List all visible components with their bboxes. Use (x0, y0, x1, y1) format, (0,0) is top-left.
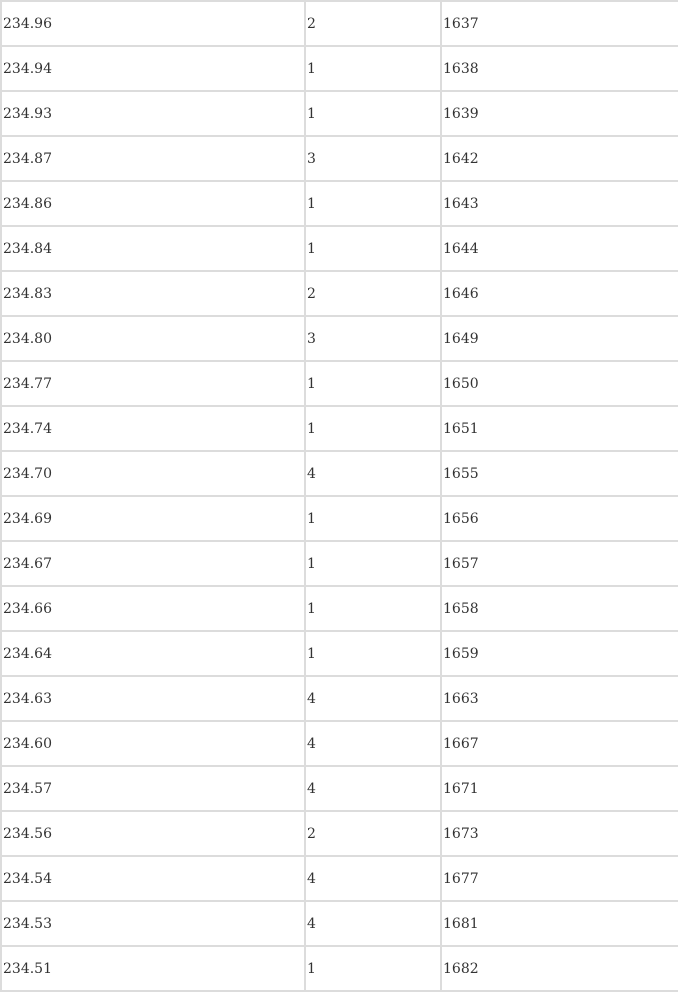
cumulative-cell: 1638 (441, 46, 678, 91)
count-cell: 1 (305, 631, 441, 676)
score-cell: 234.96 (1, 1, 305, 46)
table-body (1, 1, 678, 991)
score-cell: 234.87 (1, 136, 305, 181)
score-cell: 234.53 (1, 901, 305, 946)
count-cell: 3 (305, 316, 441, 361)
cumulative-cell: 1657 (441, 541, 678, 586)
count-cell: 1 (305, 496, 441, 541)
score-cell: 234.80 (1, 316, 305, 361)
cumulative-cell: 1663 (441, 676, 678, 721)
table-row (1, 496, 678, 541)
score-cell: 234.54 (1, 856, 305, 901)
score-cell: 234.66 (1, 586, 305, 631)
table-row (1, 1, 678, 46)
count-cell: 1 (305, 226, 441, 271)
cumulative-cell: 1682 (441, 946, 678, 991)
count-cell: 4 (305, 901, 441, 946)
table-row (1, 316, 678, 361)
count-cell: 3 (305, 136, 441, 181)
table-row (1, 856, 678, 901)
cumulative-cell: 1658 (441, 586, 678, 631)
count-cell: 1 (305, 361, 441, 406)
count-cell: 2 (305, 811, 441, 856)
table-row (1, 676, 678, 721)
count-cell: 1 (305, 406, 441, 451)
table-row (1, 946, 678, 991)
count-cell: 1 (305, 91, 441, 136)
score-cell: 234.67 (1, 541, 305, 586)
count-cell: 1 (305, 181, 441, 226)
table-row (1, 181, 678, 226)
count-cell: 4 (305, 856, 441, 901)
cumulative-cell: 1677 (441, 856, 678, 901)
count-cell: 1 (305, 586, 441, 631)
cumulative-cell: 1659 (441, 631, 678, 676)
table-row (1, 361, 678, 406)
table-row (1, 46, 678, 91)
score-cell: 234.86 (1, 181, 305, 226)
cumulative-cell: 1681 (441, 901, 678, 946)
table-row (1, 91, 678, 136)
cumulative-cell: 1650 (441, 361, 678, 406)
table-row (1, 901, 678, 946)
table-row (1, 811, 678, 856)
cumulative-cell: 1671 (441, 766, 678, 811)
count-cell: 2 (305, 271, 441, 316)
score-cell: 234.51 (1, 946, 305, 991)
cumulative-cell: 1642 (441, 136, 678, 181)
score-cell: 234.69 (1, 496, 305, 541)
score-cell: 234.57 (1, 766, 305, 811)
table-row (1, 541, 678, 586)
count-cell: 4 (305, 721, 441, 766)
table-row (1, 766, 678, 811)
table-row (1, 586, 678, 631)
count-cell: 4 (305, 766, 441, 811)
count-cell: 1 (305, 541, 441, 586)
cumulative-cell: 1637 (441, 1, 678, 46)
table-row (1, 631, 678, 676)
table-row (1, 226, 678, 271)
cumulative-cell: 1673 (441, 811, 678, 856)
count-cell: 1 (305, 46, 441, 91)
score-cell: 234.64 (1, 631, 305, 676)
cumulative-cell: 1667 (441, 721, 678, 766)
table-row (1, 271, 678, 316)
score-cell: 234.77 (1, 361, 305, 406)
table-row (1, 136, 678, 181)
cumulative-cell: 1639 (441, 91, 678, 136)
score-cell: 234.83 (1, 271, 305, 316)
cumulative-cell: 1656 (441, 496, 678, 541)
count-cell: 4 (305, 451, 441, 496)
table-row (1, 451, 678, 496)
table-row (1, 721, 678, 766)
score-cell: 234.70 (1, 451, 305, 496)
score-cell: 234.60 (1, 721, 305, 766)
count-cell: 1 (305, 946, 441, 991)
score-cell: 234.74 (1, 406, 305, 451)
cumulative-cell: 1651 (441, 406, 678, 451)
cumulative-cell: 1644 (441, 226, 678, 271)
cumulative-cell: 1643 (441, 181, 678, 226)
score-cell: 234.63 (1, 676, 305, 721)
score-cell: 234.84 (1, 226, 305, 271)
count-cell: 4 (305, 676, 441, 721)
score-cell: 234.93 (1, 91, 305, 136)
cumulative-cell: 1655 (441, 451, 678, 496)
cumulative-cell: 1646 (441, 271, 678, 316)
score-cell: 234.56 (1, 811, 305, 856)
count-cell: 2 (305, 1, 441, 46)
table-row (1, 406, 678, 451)
score-cell: 234.94 (1, 46, 305, 91)
cumulative-cell: 1649 (441, 316, 678, 361)
